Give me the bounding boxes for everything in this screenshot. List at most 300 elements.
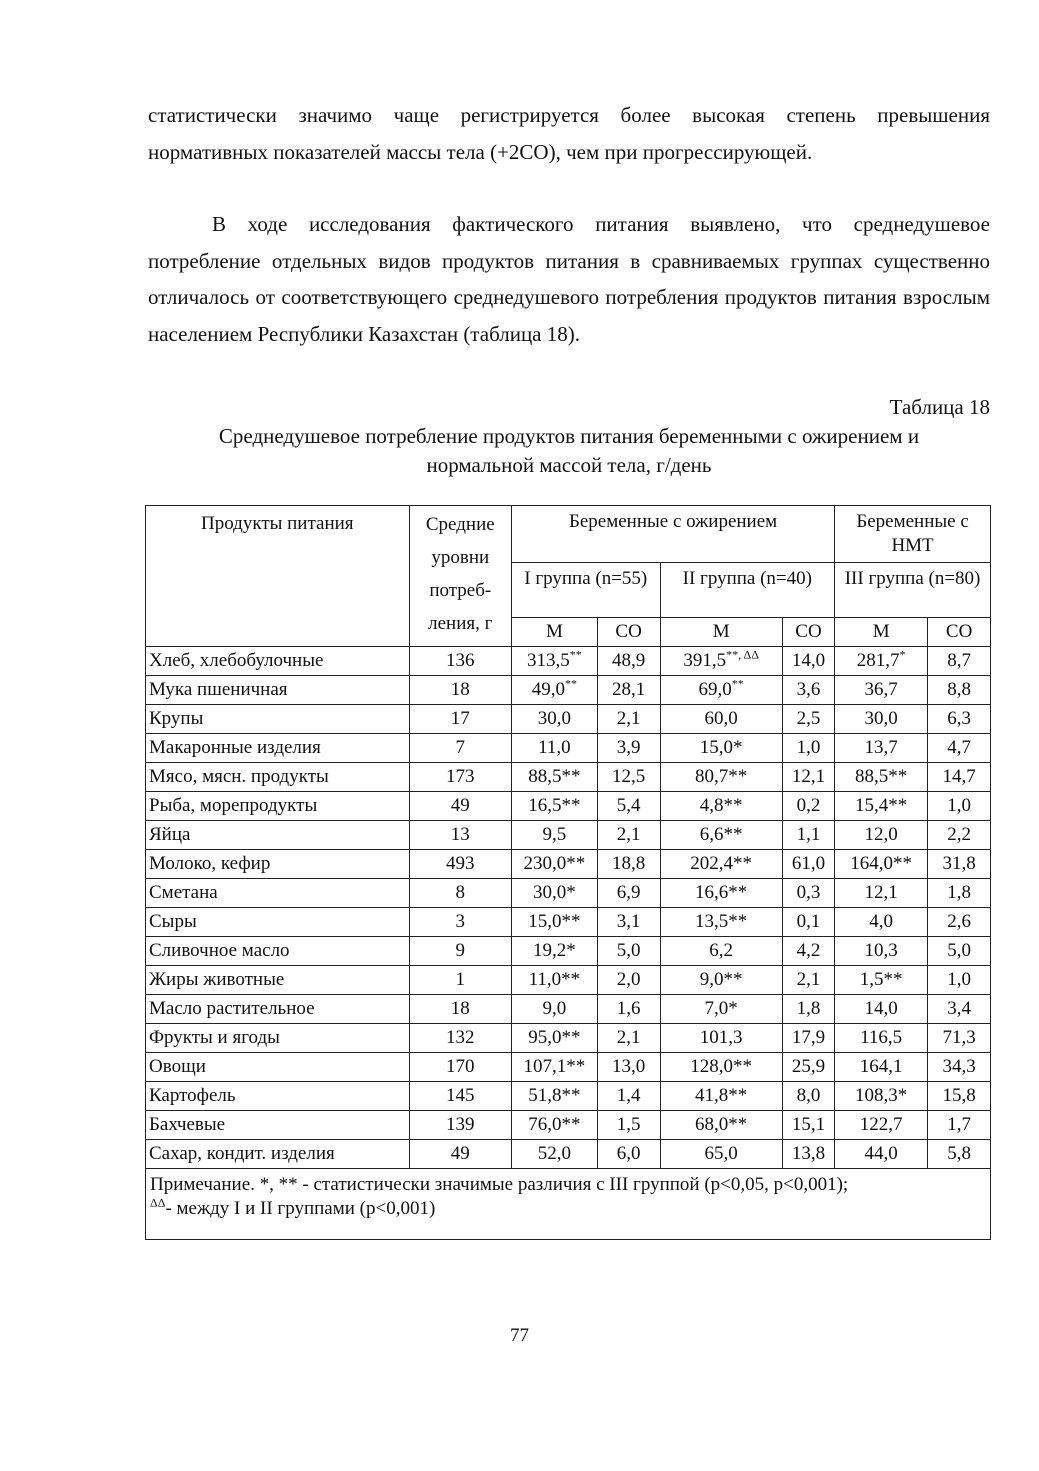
cell-g1-m <box>512 850 598 879</box>
cell-g2-co <box>782 1140 834 1169</box>
cell-g3-m-value: 10,3 <box>864 940 898 961</box>
cell-avg <box>409 647 511 676</box>
cell-g3-co <box>928 763 991 792</box>
header-group-1: I группа (n=55) <box>512 563 660 618</box>
table-row <box>146 1053 991 1082</box>
cell-g1-m-value: 52,0 <box>537 1143 572 1164</box>
cell-g1-co-value: 5,0 <box>616 940 641 961</box>
cell-g3-co-value: 3,4 <box>947 998 971 1019</box>
cell-g3-co-value: 31,8 <box>942 853 976 874</box>
cell-g2-co-value: 12,1 <box>791 766 826 787</box>
cell-g3-m-value: 122,7 <box>859 1114 903 1135</box>
cell-g3-m <box>835 792 928 821</box>
cell-g3-m <box>835 676 928 705</box>
cell-g2-m <box>660 676 782 705</box>
cell-g3-co <box>928 1024 991 1053</box>
cell-g1-m-value: 15,0** <box>528 911 581 932</box>
cell-g3-co-value: 71,3 <box>942 1027 976 1048</box>
cell-product-value: Сметана <box>149 882 218 903</box>
cell-product <box>146 763 410 792</box>
cell-g2-co-value: 14,0 <box>791 650 826 671</box>
cell-g2-m <box>660 1024 782 1053</box>
header-obese: Беременные с ожирением <box>512 506 835 563</box>
cell-g3-m <box>835 1082 928 1111</box>
cell-g1-co <box>597 1111 660 1140</box>
cell-product-value: Рыба, морепродукты <box>149 795 318 816</box>
cell-product <box>146 908 410 937</box>
cell-product <box>146 850 410 879</box>
cell-g3-m-value: 15,4** <box>855 795 908 816</box>
cell-product <box>146 937 410 966</box>
cell-avg-value: 132 <box>446 1027 475 1048</box>
cell-g1-m-value: 9,5 <box>542 824 567 845</box>
cell-g1-co-value: 18,8 <box>612 853 646 874</box>
cell-g1-m-value: 313,5 <box>527 650 570 671</box>
table-caption-line-1: Среднедушевое потребление продуктов питания беременными с ожирением и <box>218 424 920 448</box>
cell-g2-m <box>660 1053 782 1082</box>
note-line-2: - между I и II группами (p<0,001) <box>165 1198 436 1219</box>
table-row <box>146 908 991 937</box>
cell-product-value: Мясо, мясн. продукты <box>149 766 329 787</box>
cell-g1-co-value: 3,1 <box>616 911 641 932</box>
cell-avg <box>409 1111 511 1140</box>
cell-avg-value: 493 <box>446 853 475 874</box>
cell-g2-co-value: 1,1 <box>796 824 821 845</box>
cell-g2-co <box>782 792 834 821</box>
cell-g1-co-value: 6,9 <box>616 882 641 903</box>
cell-g2-co <box>782 966 834 995</box>
cell-g3-co-value: 1,0 <box>947 969 971 990</box>
cell-g2-m <box>660 879 782 908</box>
cell-avg-value: 49 <box>450 795 470 816</box>
table-row <box>146 647 991 676</box>
table-row <box>146 850 991 879</box>
cell-g3-m-value: 1,5** <box>859 969 903 990</box>
cell-g2-m-value: 391,5 <box>683 650 727 671</box>
cell-product-value: Масло растительное <box>149 998 315 1019</box>
table-row <box>146 763 991 792</box>
cell-avg <box>409 937 511 966</box>
cell-product-value: Хлеб, хлебобулочные <box>149 650 324 671</box>
data-table <box>145 505 991 1240</box>
cell-g2-co <box>782 647 834 676</box>
cell-avg-value: 18 <box>450 998 470 1019</box>
cell-g1-co-value: 2,1 <box>616 708 641 729</box>
cell-avg-value: 9 <box>455 940 466 961</box>
cell-avg <box>409 908 511 937</box>
table-row <box>146 676 991 705</box>
cell-product <box>146 1140 410 1169</box>
cell-g2-co-value: 17,9 <box>791 1027 826 1048</box>
cell-g2-m <box>660 966 782 995</box>
cell-product-value: Крупы <box>149 708 204 729</box>
cell-product-value: Молоко, кефир <box>149 853 271 874</box>
cell-avg-value: 7 <box>455 737 466 758</box>
cell-avg-value: 173 <box>446 766 475 787</box>
note-delta-sup: ΔΔ <box>150 1195 166 1210</box>
cell-g1-m-value: 51,8** <box>528 1085 581 1106</box>
cell-product <box>146 821 410 850</box>
cell-g2-m-value: 4,8** <box>699 795 743 816</box>
cell-g1-m <box>512 908 598 937</box>
cell-g3-co-value: 15,8 <box>942 1085 976 1106</box>
cell-avg-value: 136 <box>446 650 475 671</box>
cell-avg <box>409 705 511 734</box>
cell-g1-co <box>597 1024 660 1053</box>
cell-g1-m-value: 88,5** <box>528 766 581 787</box>
cell-product <box>146 734 410 763</box>
cell-product <box>146 1082 410 1111</box>
cell-product <box>146 647 410 676</box>
cell-g3-m <box>835 763 928 792</box>
cell-g1-m-value: 11,0 <box>538 737 571 758</box>
cell-g3-co-value: 5,8 <box>947 1143 971 1164</box>
cell-g1-co-value: 3,9 <box>616 737 641 758</box>
cell-g3-m <box>835 1053 928 1082</box>
cell-g2-m <box>660 763 782 792</box>
cell-g1-co <box>597 676 660 705</box>
cell-g3-m <box>835 850 928 879</box>
cell-g3-m-value: 4,0 <box>869 911 894 932</box>
cell-g3-co-value: 1,8 <box>947 882 971 903</box>
cell-g1-co <box>597 937 660 966</box>
cell-g2-co-value: 13,8 <box>791 1143 826 1164</box>
cell-g1-m <box>512 821 598 850</box>
cell-g1-m <box>512 734 598 763</box>
cell-g2-co <box>782 995 834 1024</box>
cell-g2-m-value: 101,3 <box>699 1027 743 1048</box>
cell-g1-co-value: 1,6 <box>616 998 641 1019</box>
cell-g3-co <box>928 995 991 1024</box>
cell-g2-co-value: 8,0 <box>796 1085 821 1106</box>
cell-g1-m <box>512 1082 598 1111</box>
cell-g1-m-value: 30,0* <box>533 882 576 903</box>
cell-g1-m-value: 19,2* <box>533 940 576 961</box>
cell-g2-m <box>660 850 782 879</box>
cell-g2-m-value: 65,0 <box>704 1143 738 1164</box>
table-body <box>146 647 991 1169</box>
cell-g3-co-value: 6,3 <box>947 708 971 729</box>
cell-g1-co-value: 28,1 <box>612 679 646 700</box>
cell-g3-co <box>928 1082 991 1111</box>
cell-g2-co <box>782 705 834 734</box>
cell-g3-co-value: 2,2 <box>947 824 971 845</box>
cell-g2-co <box>782 1053 834 1082</box>
cell-g1-m <box>512 1140 598 1169</box>
cell-g2-co-value: 25,9 <box>791 1056 826 1077</box>
cell-g1-m <box>512 1024 598 1053</box>
cell-g3-m <box>835 647 928 676</box>
cell-avg <box>409 821 511 850</box>
cell-g1-co-value: 5,4 <box>616 795 641 816</box>
cell-product <box>146 1111 410 1140</box>
cell-g2-co-value: 1,0 <box>796 737 821 758</box>
cell-g1-co <box>597 734 660 763</box>
cell-product <box>146 966 410 995</box>
table-row <box>146 995 991 1024</box>
cell-g2-m-value: 9,0** <box>699 969 743 990</box>
cell-product <box>146 705 410 734</box>
cell-g1-m-value: 11,0** <box>528 969 581 990</box>
cell-g3-m-value: 88,5** <box>855 766 908 787</box>
cell-g2-co <box>782 879 834 908</box>
cell-avg-value: 3 <box>455 911 466 932</box>
header-g3-m: М <box>835 618 928 647</box>
cell-g2-co-value: 0,2 <box>796 795 821 816</box>
cell-g2-co <box>782 734 834 763</box>
cell-avg <box>409 792 511 821</box>
cell-g2-m-sup: **, ΔΔ <box>726 647 759 662</box>
cell-g2-m-value: 6,6** <box>699 824 743 845</box>
cell-avg <box>409 734 511 763</box>
cell-g2-co-value: 0,1 <box>796 911 821 932</box>
table-row <box>146 792 991 821</box>
cell-avg <box>409 879 511 908</box>
cell-g3-co <box>928 937 991 966</box>
cell-g3-m <box>835 937 928 966</box>
table-row <box>146 1082 991 1111</box>
cell-avg-value: 8 <box>455 882 466 903</box>
cell-g3-co-value: 14,7 <box>942 766 976 787</box>
cell-g2-m-value: 15,0* <box>699 737 743 758</box>
table-row <box>146 1140 991 1169</box>
cell-g3-co <box>928 1053 991 1082</box>
cell-g2-m-value: 69,0 <box>698 679 732 700</box>
cell-g1-m <box>512 1053 598 1082</box>
cell-g1-m <box>512 879 598 908</box>
cell-g2-co-value: 61,0 <box>791 853 826 874</box>
cell-avg-value: 13 <box>450 824 470 845</box>
cell-g2-co-value: 2,1 <box>796 969 821 990</box>
table-row <box>146 937 991 966</box>
cell-g3-co-value: 1,0 <box>947 795 971 816</box>
cell-product <box>146 1024 410 1053</box>
cell-g2-co-value: 2,5 <box>796 708 821 729</box>
cell-g2-m-value: 13,5** <box>695 911 748 932</box>
cell-g2-m-value: 7,0* <box>704 998 738 1019</box>
cell-product-value: Сливочное масло <box>149 940 290 961</box>
cell-g2-m-value: 60,0 <box>704 708 738 729</box>
table-row <box>146 821 991 850</box>
cell-g2-m <box>660 792 782 821</box>
cell-g1-m-value: 16,5** <box>528 795 581 816</box>
cell-g3-m-value: 30,0 <box>864 708 898 729</box>
cell-g1-m <box>512 792 598 821</box>
cell-product <box>146 1053 410 1082</box>
cell-g3-m-value: 44,0 <box>864 1143 898 1164</box>
cell-g1-m-value: 49,0 <box>531 679 566 700</box>
cell-product-value: Бахчевые <box>149 1114 226 1135</box>
cell-g2-m <box>660 1140 782 1169</box>
cell-g3-co-value: 8,8 <box>947 679 971 700</box>
cell-g2-m <box>660 705 782 734</box>
cell-g1-m-sup: ** <box>569 647 582 662</box>
cell-g2-co-value: 1,8 <box>796 998 821 1019</box>
cell-g3-co <box>928 966 991 995</box>
cell-g2-co-value: 3,6 <box>796 679 821 700</box>
cell-g1-m <box>512 1111 598 1140</box>
cell-g1-co <box>597 1082 660 1111</box>
paragraph-1: статистически значимо чаще регистрируется более высокая степень превышения нормативных показателей массы тела (+2СО), чем при прогрессирующей. <box>148 103 990 164</box>
table-label: Таблица 18 <box>889 395 990 419</box>
cell-g1-m-value: 107,1** <box>523 1056 586 1077</box>
cell-g3-co <box>928 647 991 676</box>
table-row <box>146 705 991 734</box>
header-g2-m: М <box>660 618 782 647</box>
cell-g3-co <box>928 676 991 705</box>
header-products: Продукты питания <box>146 506 410 647</box>
cell-product <box>146 676 410 705</box>
cell-g3-co-value: 2,6 <box>947 911 971 932</box>
cell-g1-co <box>597 908 660 937</box>
cell-g1-m-value: 95,0** <box>528 1027 581 1048</box>
cell-product-value: Картофель <box>149 1085 236 1106</box>
cell-g1-co-value: 6,0 <box>616 1143 641 1164</box>
cell-product-value: Фрукты и ягоды <box>149 1027 280 1048</box>
cell-g1-m <box>512 966 598 995</box>
cell-g2-co <box>782 1111 834 1140</box>
cell-g3-co <box>928 850 991 879</box>
table-caption <box>148 422 990 480</box>
cell-g1-co <box>597 1053 660 1082</box>
cell-g3-co-value: 4,7 <box>947 737 971 758</box>
cell-g3-co-value: 34,3 <box>942 1056 976 1077</box>
cell-g2-m <box>660 995 782 1024</box>
cell-g2-m-value: 80,7** <box>695 766 748 787</box>
cell-g2-co <box>782 821 834 850</box>
cell-g3-co-value: 8,7 <box>947 650 971 671</box>
table-caption-line-2: нормальной массой тела, г/день <box>426 453 712 477</box>
cell-g3-m-value: 116,5 <box>860 1027 903 1048</box>
header-g1-co: СО <box>597 618 660 647</box>
paragraph-2: В ходе исследования фактического питания выявлено, что среднедушевое потребление отдельных видов продуктов питания в сравниваемых группах существенно отличалось от соответствующего среднедушевого потребления продуктов питания взрослым населением Республики Казахстан (таблица 18). <box>148 212 990 346</box>
cell-g1-co-value: 1,4 <box>616 1085 641 1106</box>
cell-g2-m <box>660 647 782 676</box>
cell-g2-co <box>782 1024 834 1053</box>
cell-g3-m-value: 108,3* <box>855 1085 908 1106</box>
cell-avg-value: 18 <box>450 679 470 700</box>
cell-g3-m-value: 36,7 <box>864 679 898 700</box>
cell-g2-co <box>782 908 834 937</box>
cell-g2-m <box>660 908 782 937</box>
cell-g3-co-value: 1,7 <box>947 1114 971 1135</box>
header-g3-co: СО <box>928 618 991 647</box>
cell-g2-m <box>660 1082 782 1111</box>
cell-g3-m-value: 164,0** <box>850 853 913 874</box>
cell-g1-co <box>597 995 660 1024</box>
cell-avg-value: 49 <box>450 1143 470 1164</box>
cell-g1-co <box>597 821 660 850</box>
cell-g2-m-value: 41,8** <box>695 1085 748 1106</box>
cell-g1-m <box>512 995 598 1024</box>
cell-g2-co <box>782 1082 834 1111</box>
cell-avg-value: 1 <box>455 969 466 990</box>
cell-g3-m-value: 13,7 <box>864 737 898 758</box>
cell-g3-co <box>928 908 991 937</box>
cell-g2-co <box>782 937 834 966</box>
cell-avg-value: 17 <box>450 708 470 729</box>
cell-product-value: Мука пшеничная <box>149 679 288 700</box>
table-row <box>146 1111 991 1140</box>
cell-g1-m <box>512 647 598 676</box>
cell-product <box>146 879 410 908</box>
table-row <box>146 734 991 763</box>
cell-product-value: Овощи <box>149 1056 206 1077</box>
cell-g3-m <box>835 1111 928 1140</box>
cell-g1-co <box>597 850 660 879</box>
cell-g2-m-value: 128,0** <box>690 1056 753 1077</box>
cell-g2-m <box>660 821 782 850</box>
cell-g3-co <box>928 879 991 908</box>
cell-g3-m-value: 164,1 <box>859 1056 903 1077</box>
table-note <box>146 1169 991 1240</box>
cell-g2-co <box>782 850 834 879</box>
cell-g3-m <box>835 966 928 995</box>
cell-g1-m <box>512 937 598 966</box>
cell-product-value: Макаронные изделия <box>149 737 321 758</box>
cell-g2-m <box>660 1111 782 1140</box>
cell-product-value: Яйца <box>149 824 191 845</box>
cell-avg <box>409 966 511 995</box>
cell-g2-m <box>660 734 782 763</box>
cell-g1-co <box>597 879 660 908</box>
cell-avg <box>409 995 511 1024</box>
cell-g3-m <box>835 908 928 937</box>
cell-g2-m-value: 6,2 <box>709 940 734 961</box>
cell-g2-m <box>660 937 782 966</box>
cell-g1-m <box>512 763 598 792</box>
cell-avg <box>409 1082 511 1111</box>
cell-g2-co <box>782 676 834 705</box>
cell-g3-m-value: 12,1 <box>864 882 898 903</box>
cell-avg-value: 145 <box>446 1085 475 1106</box>
cell-g1-co <box>597 647 660 676</box>
cell-g1-co-value: 1,5 <box>616 1114 641 1135</box>
cell-product-value: Жиры животные <box>149 969 285 990</box>
table-row <box>146 966 991 995</box>
cell-g3-co <box>928 821 991 850</box>
cell-g1-m <box>512 676 598 705</box>
cell-g1-m-sup: ** <box>565 676 578 691</box>
cell-g2-m-sup: ** <box>731 676 744 691</box>
cell-product <box>146 995 410 1024</box>
cell-g1-co <box>597 1140 660 1169</box>
cell-g2-m-value: 16,6** <box>695 882 748 903</box>
cell-g2-m-value: 68,0** <box>695 1114 748 1135</box>
cell-g1-co-value: 2,0 <box>616 969 641 990</box>
cell-g1-co-value: 2,1 <box>616 824 641 845</box>
cell-g1-m-value: 230,0** <box>523 853 586 874</box>
cell-g2-co-value: 0,3 <box>796 882 821 903</box>
header-g2-co: СО <box>782 618 834 647</box>
header-g1-m: М <box>512 618 598 647</box>
cell-g1-m <box>512 705 598 734</box>
table-row <box>146 1024 991 1053</box>
cell-g3-co <box>928 792 991 821</box>
cell-g1-co-value: 2,1 <box>616 1027 641 1048</box>
cell-g3-m <box>835 1140 928 1169</box>
cell-g1-co <box>597 705 660 734</box>
cell-g1-m-value: 9,0 <box>542 998 567 1019</box>
cell-avg <box>409 763 511 792</box>
cell-g2-co-value: 15,1 <box>791 1114 826 1135</box>
cell-g3-m <box>835 821 928 850</box>
header-avg-levels: Средние уровни потреб-ления, г <box>409 506 511 647</box>
cell-g3-m <box>835 705 928 734</box>
table-row <box>146 879 991 908</box>
cell-product <box>146 792 410 821</box>
cell-g3-m <box>835 1024 928 1053</box>
